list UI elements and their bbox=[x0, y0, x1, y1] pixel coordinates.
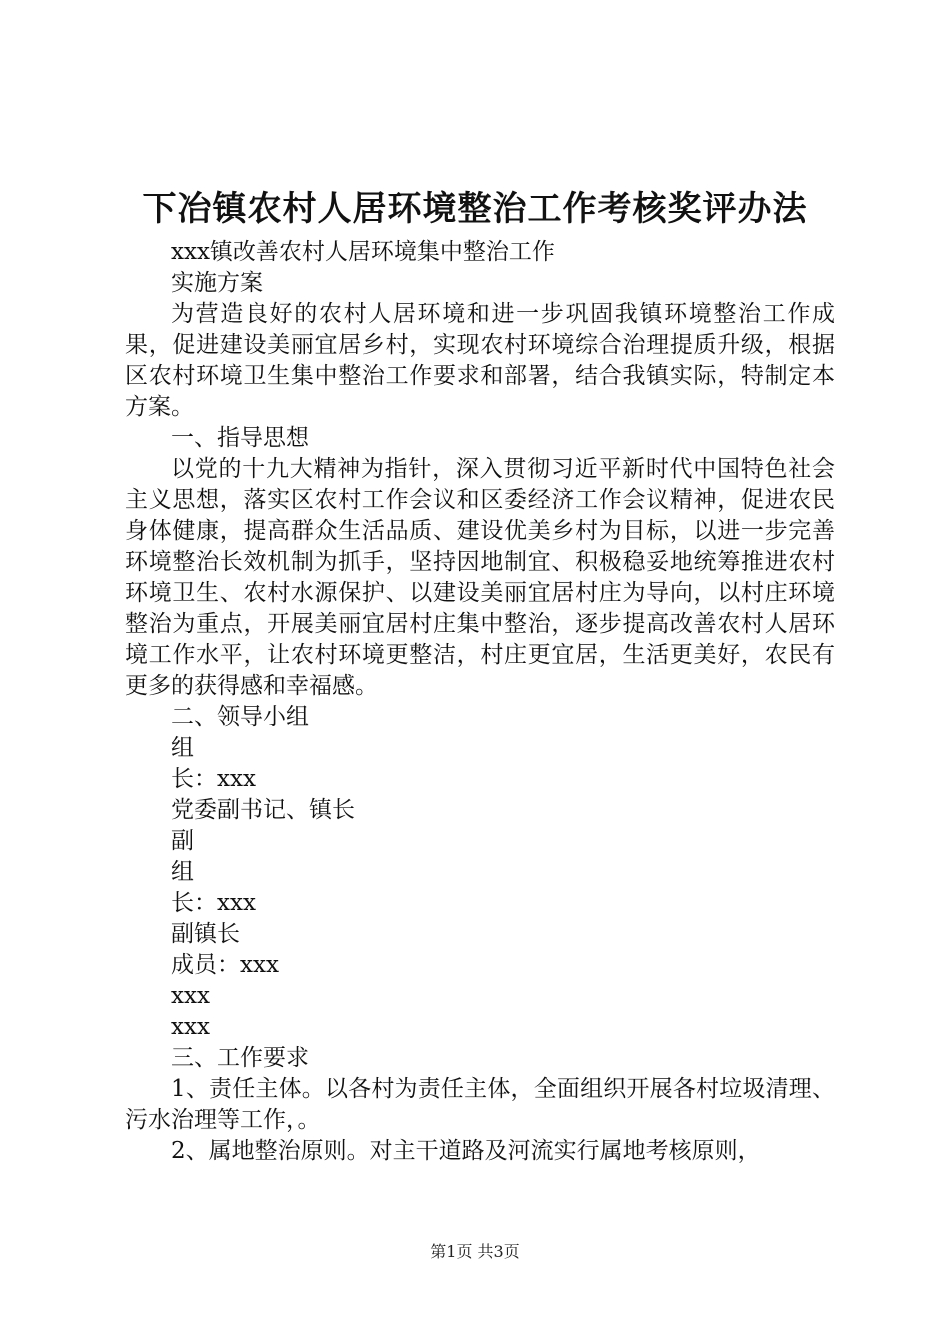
document-body bbox=[125, 237, 835, 1167]
text-line: 副 bbox=[171, 828, 194, 854]
text-line: 成员：xxx bbox=[171, 952, 279, 978]
page-footer: 第1页 共3页 bbox=[430, 1242, 520, 1261]
section-heading: 二、领导小组 bbox=[171, 704, 309, 730]
subtitle-line: 实施方案 bbox=[171, 270, 263, 296]
text-line: 长：xxx bbox=[171, 766, 256, 792]
text-line: xxx bbox=[171, 983, 210, 1009]
subtitle-line: xxx镇改善农村人居环境集中整治工作 bbox=[171, 239, 555, 265]
body-paragraph: 2、属地整治原则。对主干道路及河流实行属地考核原则， bbox=[171, 1138, 761, 1164]
text-line: 副镇长 bbox=[171, 921, 240, 947]
body-paragraph: 以党的十九大精神为指针，深入贯彻习近平新时代中国特色社会主义思想，落实区农村工作会议和区委经济工作会议精神，促进农民身体健康，提高群众生活品质、建设优美乡村为目标，以进一步完善环境整治长效机制为抓手，坚持因地制宜、积极稳妥地统筹推进农村环境卫生、农村水源保护、以建设美丽宜居村庄为导向，以村庄环境整治为重点，开展美丽宜居村庄集中整治，逐步提高改善农村人居环境工作水平，让农村环境更整洁，村庄更宜居，生活更美好，农民有更多的获得感和幸福感。 bbox=[125, 456, 835, 699]
text-line: 组 bbox=[171, 859, 194, 885]
text-line: xxx bbox=[171, 1014, 210, 1040]
body-paragraph: 为营造良好的农村人居环境和进一步巩固我镇环境整治工作成果，促进建设美丽宜居乡村，实现农村环境综合治理提质升级，根据区农村环境卫生集中整治工作要求和部署，结合我镇实际，特制定本方案。 bbox=[125, 301, 835, 420]
document-title: 下冶镇农村人居环境整治工作考核奖评办法 bbox=[142, 189, 808, 229]
body-paragraph: 1、责任主体。以各村为责任主体，全面组织开展各村垃圾清理、污水治理等工作，。 bbox=[125, 1076, 835, 1133]
section-heading: 三、工作要求 bbox=[171, 1045, 309, 1071]
text-line: 组 bbox=[171, 735, 194, 761]
section-heading: 一、指导思想 bbox=[171, 425, 309, 451]
text-line: 长：xxx bbox=[171, 890, 256, 916]
text-line: 党委副书记、镇长 bbox=[171, 797, 355, 823]
